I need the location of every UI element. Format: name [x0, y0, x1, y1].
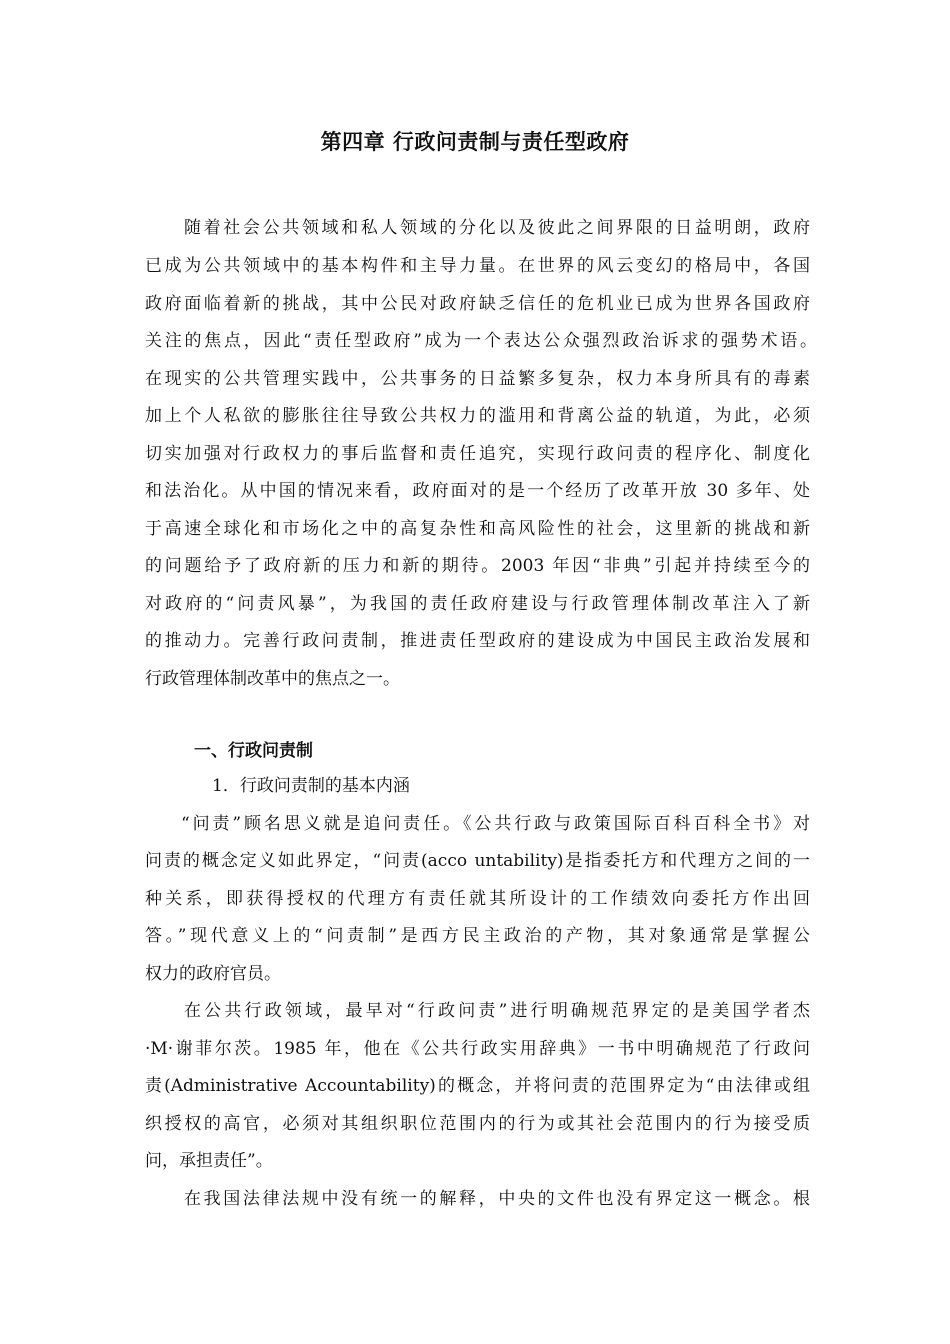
para2-line-5: 问，承担责任”。: [145, 1151, 273, 1171]
para2-line-3: 责(Administrative Accountability)的概念，并将问责的范围界定为“由法律或组: [145, 1076, 810, 1096]
subsection-heading: 1．行政问责制的基本内涵: [212, 776, 410, 796]
intro-line-12: 的推动力。完善行政问责制，推进责任型政府的建设成为中国民主政治发展和: [145, 631, 810, 651]
intro-line-11: 对政府的“问责风暴”，为我国的责任政府建设与行政管理体制改革注入了新: [145, 594, 810, 614]
para1-line-4: 答。”现代意义上的“问责制”是西方民主政治的产物，其对象通常是掌握公: [145, 926, 810, 946]
para2-line-4: 织授权的高官，必须对其组织职位范围内的行为或其社会范围内的行为接受质: [145, 1114, 810, 1134]
intro-line-13: 行政管理体制改革中的焦点之一。: [145, 669, 400, 689]
intro-line-10: 的问题给予了政府新的压力和新的期待。2003 年因“非典”引起并持续至今的: [145, 556, 810, 576]
intro-line-3: 政府面临着新的挑战，其中公民对政府缺乏信任的危机业已成为世界各国政府: [145, 294, 810, 314]
chapter-title: 第四章 行政问责制与责任型政府: [320, 130, 630, 154]
intro-line-4: 关注的焦点，因此“责任型政府”成为一个表达公众强烈政治诉求的强势术语。: [145, 331, 817, 351]
intro-line-7: 切实加强对行政权力的事后监督和责任追究，实现行政问责的程序化、制度化: [145, 444, 810, 464]
section-heading: 一、行政问责制: [194, 741, 313, 761]
para1-line-5: 权力的政府官员。: [145, 964, 281, 984]
intro-line-9: 于高速全球化和市场化之中的高复杂性和高风险性的社会，这里新的挑战和新: [145, 519, 810, 539]
intro-line-6: 加上个人私欲的膨胀往往导致公共权力的滥用和背离公益的轨道，为此，必须: [145, 406, 810, 426]
para1-line-1: “问责”顾名思义就是追问责任。《公共行政与政策国际百科百科全书》对: [181, 814, 810, 834]
para3-line-1: 在我国法律法规中没有统一的解释，中央的文件也没有界定这一概念。根: [184, 1189, 810, 1209]
intro-line-2: 已成为公共领域中的基本构件和主导力量。在世界的风云变幻的格局中，各国: [145, 256, 810, 276]
para2-line-2: ·M·谢菲尔茨。1985 年，他在《公共行政实用辞典》一书中明确规范了行政问: [145, 1039, 810, 1059]
intro-line-5: 在现实的公共管理实践中，公共事务的日益繁多复杂，权力本身所具有的毒素: [145, 369, 810, 389]
para1-line-2: 问责的概念定义如此界定，“问责(acco untability)是指委托方和代理方之间的一: [145, 851, 810, 871]
para2-line-1: 在公共行政领域，最早对“行政问责”进行明确规范界定的是美国学者杰: [184, 1001, 810, 1021]
para1-line-3: 种关系，即获得授权的代理方有责任就其所设计的工作绩效向委托方作出回: [145, 889, 810, 909]
intro-line-8: 和法治化。从中国的情况来看，政府面对的是一个经历了改革开放 30 多年、处: [145, 481, 810, 501]
intro-line-1: 随着社会公共领域和私人领域的分化以及彼此之间界限的日益明朗，政府: [184, 218, 810, 238]
